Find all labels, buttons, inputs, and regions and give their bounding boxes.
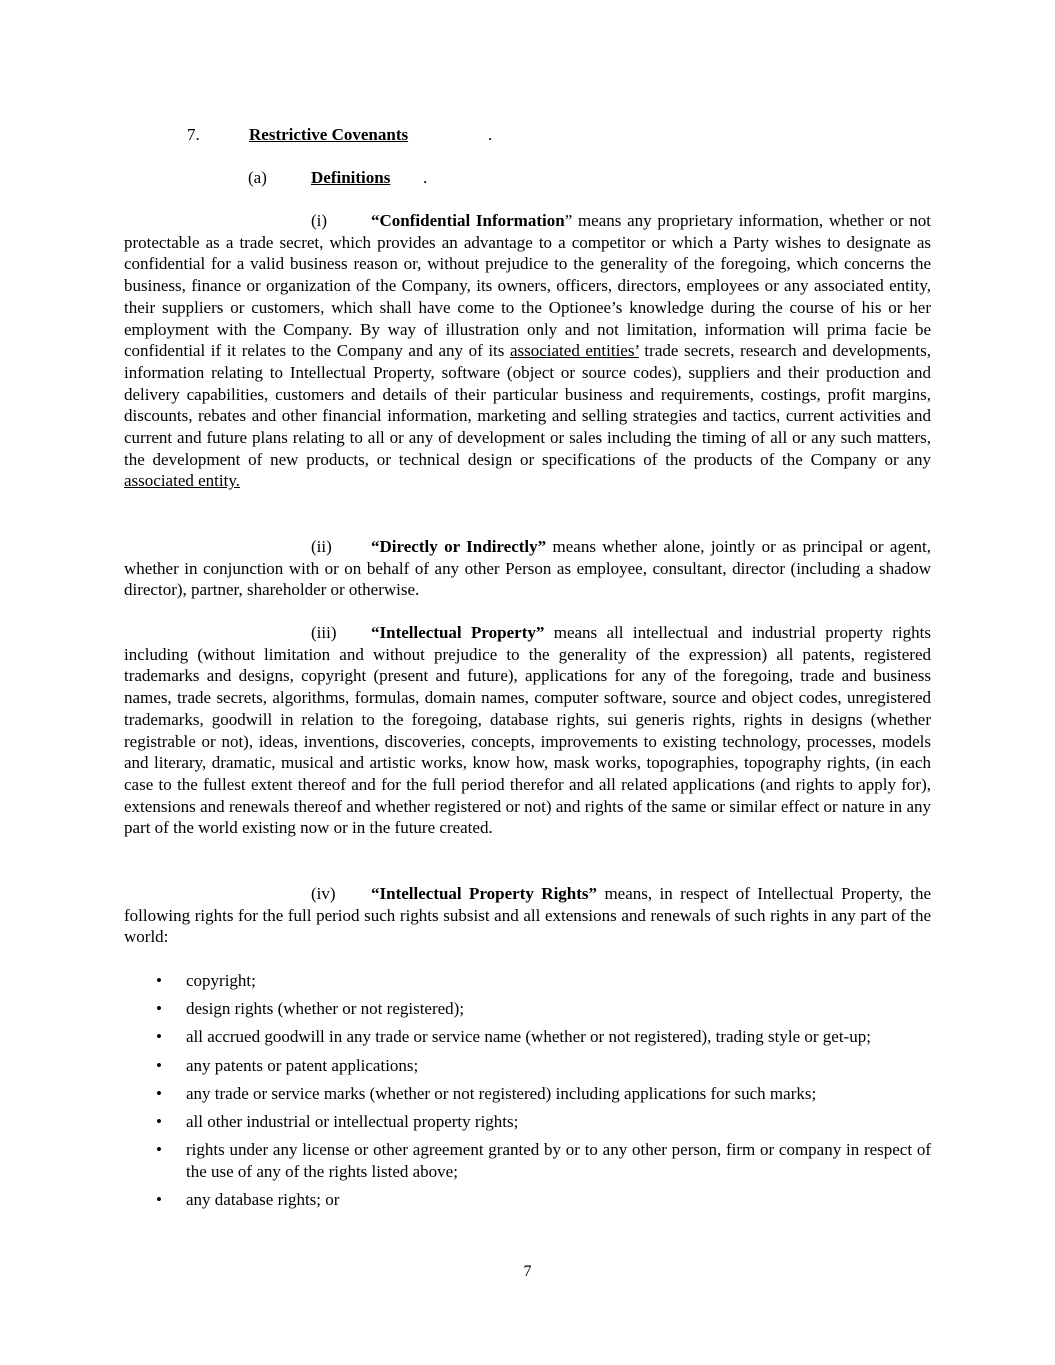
definition-term: “Confidential Information <box>371 211 565 230</box>
list-item <box>124 1111 931 1133</box>
section-title: Restrictive Covenants <box>249 125 409 144</box>
subsection-title-period: . <box>423 168 428 187</box>
list-item <box>124 1189 931 1211</box>
list-item-text: copyright; <box>186 971 256 990</box>
bullet-icon: • <box>156 1190 162 1210</box>
definition-label: (iii) <box>311 623 337 642</box>
definition-directly-or-indirectly <box>124 536 931 601</box>
bullet-icon: • <box>156 1083 162 1103</box>
bullet-icon: • <box>156 1112 162 1132</box>
definition-term: “Intellectual Property Rights” <box>371 884 598 903</box>
list-item-text: rights under any license or other agreement granted by or to any other person, firm or company in respect of the use of any of the rights listed above; <box>186 1140 931 1181</box>
subsection-number: (a) <box>248 168 267 187</box>
list-item <box>124 998 931 1020</box>
list-item <box>124 1055 931 1077</box>
definition-text: means all intellectual and industrial property rights including (without limitation and without prejudice to the generality of the expression) all patents, registered trademarks and designs, copyright (present and future), applications for any of the foregoing, trade and business names, trade secrets, algorithms, formulas, domain names, computer software, source and object codes, unregistered trademarks, goodwill in relation to the foregoing, database rights, sui generis rights, rights in designs (whether registrable or not), ideas, inventions, discoveries, concepts, improvements to existing technology, processes, models and literary, dramatic, musical and artistic works, know how, mask works, topographies, topography rights, (in each case to the fullest extent thereof and for the full period therefor and all related applications (and rights to apply for), extensions and renewals thereof and whether registered or not) and rights of the same or similar effect or nature in any part of the world existing now or in the future created. <box>124 623 931 838</box>
definition-intellectual-property <box>124 622 931 839</box>
definition-text: trade secrets, research and developments, information relating to Intellectual Property, software (object or source codes), suppliers and their production and delivery capabilities, customers and details of their particular business and requirements, costings, profit margins, discounts, rebates and other financial information, marketing and selling strategies and tactics, current activities and current and future plans relating to all or any of development or sales including the timing of all or any such matters, the development of new products, or technical design or specifications of the products of the Company or any <box>124 341 931 469</box>
section-title-period: . <box>488 125 493 144</box>
associated-entity-link: associated entity. <box>124 471 240 491</box>
list-item-text: all accrued goodwill in any trade or service name (whether or not registered), trading style or get-up; <box>186 1027 871 1047</box>
definition-label: (ii) <box>311 537 332 556</box>
page-number: 7 <box>523 1263 532 1280</box>
bullet-icon: • <box>156 1055 162 1075</box>
bullet-icon: • <box>156 1140 162 1160</box>
section-number: 7. <box>187 125 200 144</box>
definition-term: “Directly or Indirectly” <box>371 537 547 556</box>
list-item-text: all other industrial or intellectual property rights; <box>186 1112 519 1132</box>
bullet-icon: • <box>156 1027 162 1047</box>
list-item-text: design rights (whether or not registered); <box>186 999 465 1019</box>
list-item <box>124 1083 931 1105</box>
list-item-text: any patents or patent applications; <box>186 1055 419 1075</box>
definition-intellectual-property-rights <box>124 883 931 948</box>
definition-text: means whether alone, jointly or as principal or agent, whether in conjunction with or on behalf of any other Person as employee, consultant, director (including a shadow director), partner, shareholder or otherwise. <box>124 537 931 600</box>
list-item-text: any database rights; or <box>186 1190 340 1210</box>
list-item <box>124 970 931 992</box>
definition-confidential-information <box>124 210 931 492</box>
list-item <box>124 1026 931 1048</box>
definition-text: means, in respect of Intellectual Property, the following rights for the full period such rights subsist and all extensions and renewals of such rights in any part of the world: <box>124 884 931 947</box>
list-item <box>124 1139 931 1182</box>
list-item-text: any trade or service marks (whether or not registered) including applications for such marks; <box>186 1083 817 1103</box>
definition-text: ” means any proprietary information, whether or not protectable as a trade secret, which provides an advantage to a competitor or which a Party wishes to designate as confidential for a valid business reason or, without prejudice to the generality of the foregoing, which concerns the business, finance or organization of the Company, its owners, officers, directors, employees or any associated entity, their suppliers or customers, which shall have come to the Optionee’s knowledge during the course of his or her employment with the Company. By way of illustration only and not limitation, information will prima facie be confidential if it relates to the Company and any of its <box>124 211 931 361</box>
rights-bullet-list <box>124 970 931 1217</box>
bullet-icon: • <box>156 999 162 1019</box>
definition-label: (i) <box>311 211 328 230</box>
associated-entities-link: associated entities’ <box>509 341 639 361</box>
definition-label: (iv) <box>311 884 336 903</box>
definition-term: “Intellectual Property” <box>371 623 545 642</box>
subsection-title: Definitions <box>311 168 391 187</box>
bullet-icon: • <box>156 971 162 990</box>
